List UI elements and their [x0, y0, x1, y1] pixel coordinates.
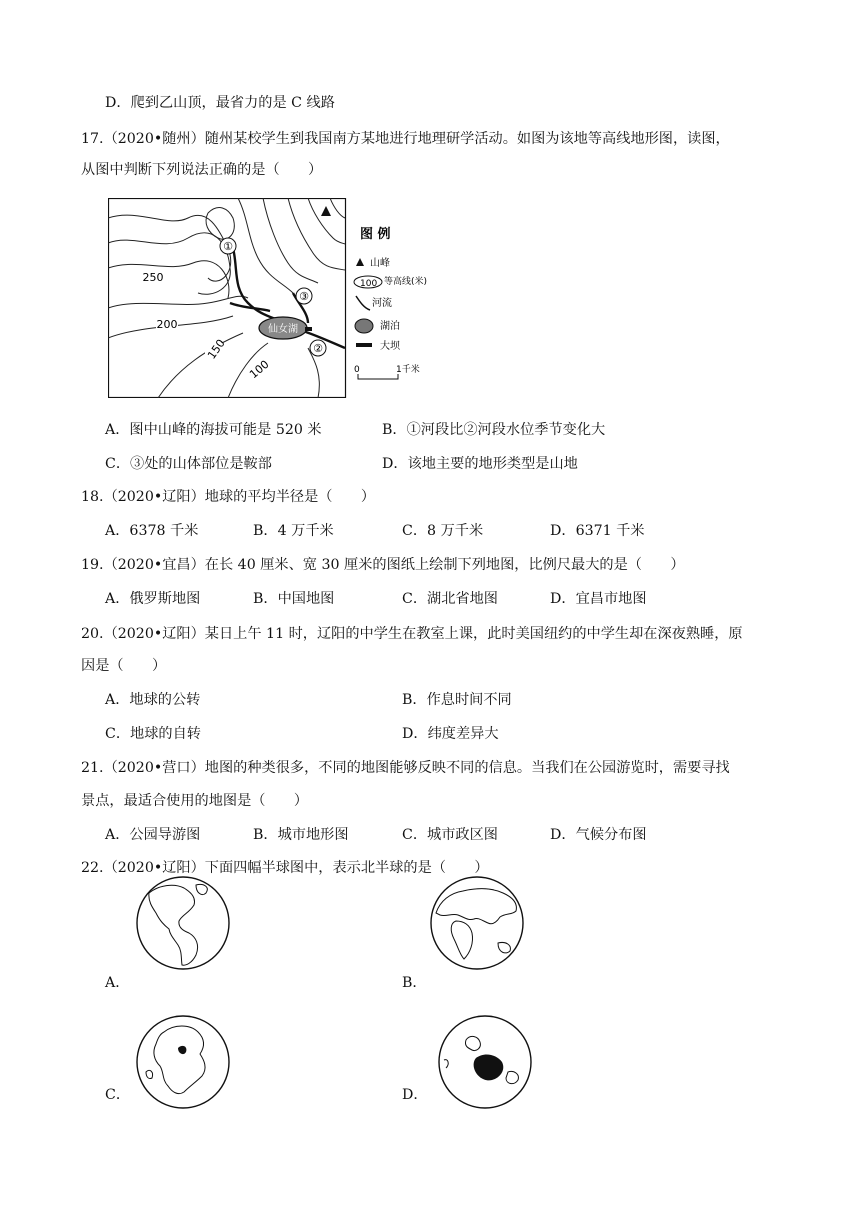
legend-peak-icon [356, 258, 364, 266]
contour-label-250: 250 [142, 271, 164, 284]
q19-option-c: C．湖北省地图 [402, 591, 498, 607]
svg-text:山峰: 山峰 [370, 258, 390, 269]
q20-option-a: A．地球的公转 [105, 692, 201, 708]
q22-option-b: B． [402, 975, 427, 991]
q18-stem: 18.（2020•辽阳）地球的平均半径是（ ） [81, 489, 376, 505]
q20-stem-line1: 20.（2020•辽阳）某日上午 11 时，辽阳的中学生在教室上课，此时美国纽约的中学生却在深夜熟睡，原 [81, 626, 743, 642]
legend-title: 图 例 [360, 227, 391, 242]
eastern-hemisphere-globe-icon [428, 873, 526, 973]
q17-option-a: A．图中山峰的海拔可能是 520 米 [105, 422, 322, 438]
legend-river-icon [356, 296, 370, 310]
q22-stem: 22.（2020•辽阳）下面四幅半球图中，表示北半球的是（ ） [81, 860, 489, 876]
contour-map [108, 198, 438, 398]
antarctic-centered-globe-icon [436, 1012, 534, 1112]
q20-option-b: B．作息时间不同 [402, 692, 512, 708]
southern-hemisphere-globe-icon [134, 1012, 232, 1112]
q17-option-b: B．①河段比②河段水位季节变化大 [382, 422, 606, 438]
q22-option-a: A． [105, 975, 130, 991]
q21-stem-line2: 景点，最适合使用的地图是（ ） [81, 793, 309, 809]
svg-text:河流: 河流 [372, 298, 392, 309]
q18-option-b: B．4 万千米 [253, 523, 334, 539]
q17-stem-line2: 从图中判断下列说法正确的是（ ） [81, 162, 323, 178]
q22-option-d: D． [402, 1087, 428, 1103]
q21-option-a: A．公园导游图 [105, 827, 201, 843]
q21-option-d: D．气候分布图 [550, 827, 647, 843]
q22-option-c: C． [105, 1087, 131, 1103]
marker-2: ② [313, 342, 323, 355]
q20-stem-line2: 因是（ ） [81, 658, 167, 674]
q19-option-d: D．宜昌市地图 [550, 591, 647, 607]
svg-text:大坝: 大坝 [380, 341, 400, 352]
svg-text:0: 0 [354, 365, 360, 375]
q17-option-c: C．③处的山体部位是鞍部 [105, 456, 272, 472]
marker-1: ① [223, 240, 233, 253]
contour-label-150: 150 [205, 336, 228, 362]
q20-option-c: C．地球的自转 [105, 726, 201, 742]
q19-stem: 19.（2020•宜昌）在长 40 厘米、宽 30 厘米的图纸上绘制下列地图，比例尺最大的是（ ） [81, 557, 685, 573]
q21-option-c: C．城市政区图 [402, 827, 498, 843]
svg-text:湖泊: 湖泊 [380, 321, 400, 332]
q20-option-d: D．纬度差异大 [402, 726, 499, 742]
western-hemisphere-globe-icon [134, 873, 232, 973]
q19-option-a: A．俄罗斯地图 [105, 591, 201, 607]
q21-stem-line1: 21.（2020•营口）地图的种类很多，不同的地图能够反映不同的信息。当我们在公园游览时，需要寻找 [81, 760, 730, 776]
q21-option-b: B．城市地形图 [253, 827, 349, 843]
lake-label: 仙女湖 [268, 324, 298, 335]
marker-3: ③ [299, 290, 309, 303]
svg-text:1千米: 1千米 [396, 365, 420, 375]
map-legend [354, 226, 427, 379]
svg-text:100: 100 [360, 279, 378, 289]
legend-dam-icon [356, 343, 372, 347]
q17-stem-line1: 17.（2020•随州）随州某校学生到我国南方某地进行地理研学活动。如图为该地等高线地形图，读图， [81, 131, 730, 147]
contour-label-100: 100 [247, 357, 272, 382]
contour-label-200: 200 [156, 318, 178, 331]
q17-option-d: D．该地主要的地形类型是山地 [382, 456, 578, 472]
q18-option-c: C．8 万千米 [402, 523, 484, 539]
q18-option-d: D．6371 千米 [550, 523, 645, 539]
q18-option-a: A．6378 千米 [105, 523, 199, 539]
q16-option-d: D．爬到乙山顶，最省力的是 C 线路 [105, 95, 335, 111]
svg-text:等高线(米): 等高线(米) [384, 277, 428, 287]
q19-option-b: B．中国地图 [253, 591, 335, 607]
legend-lake-icon [355, 319, 373, 333]
